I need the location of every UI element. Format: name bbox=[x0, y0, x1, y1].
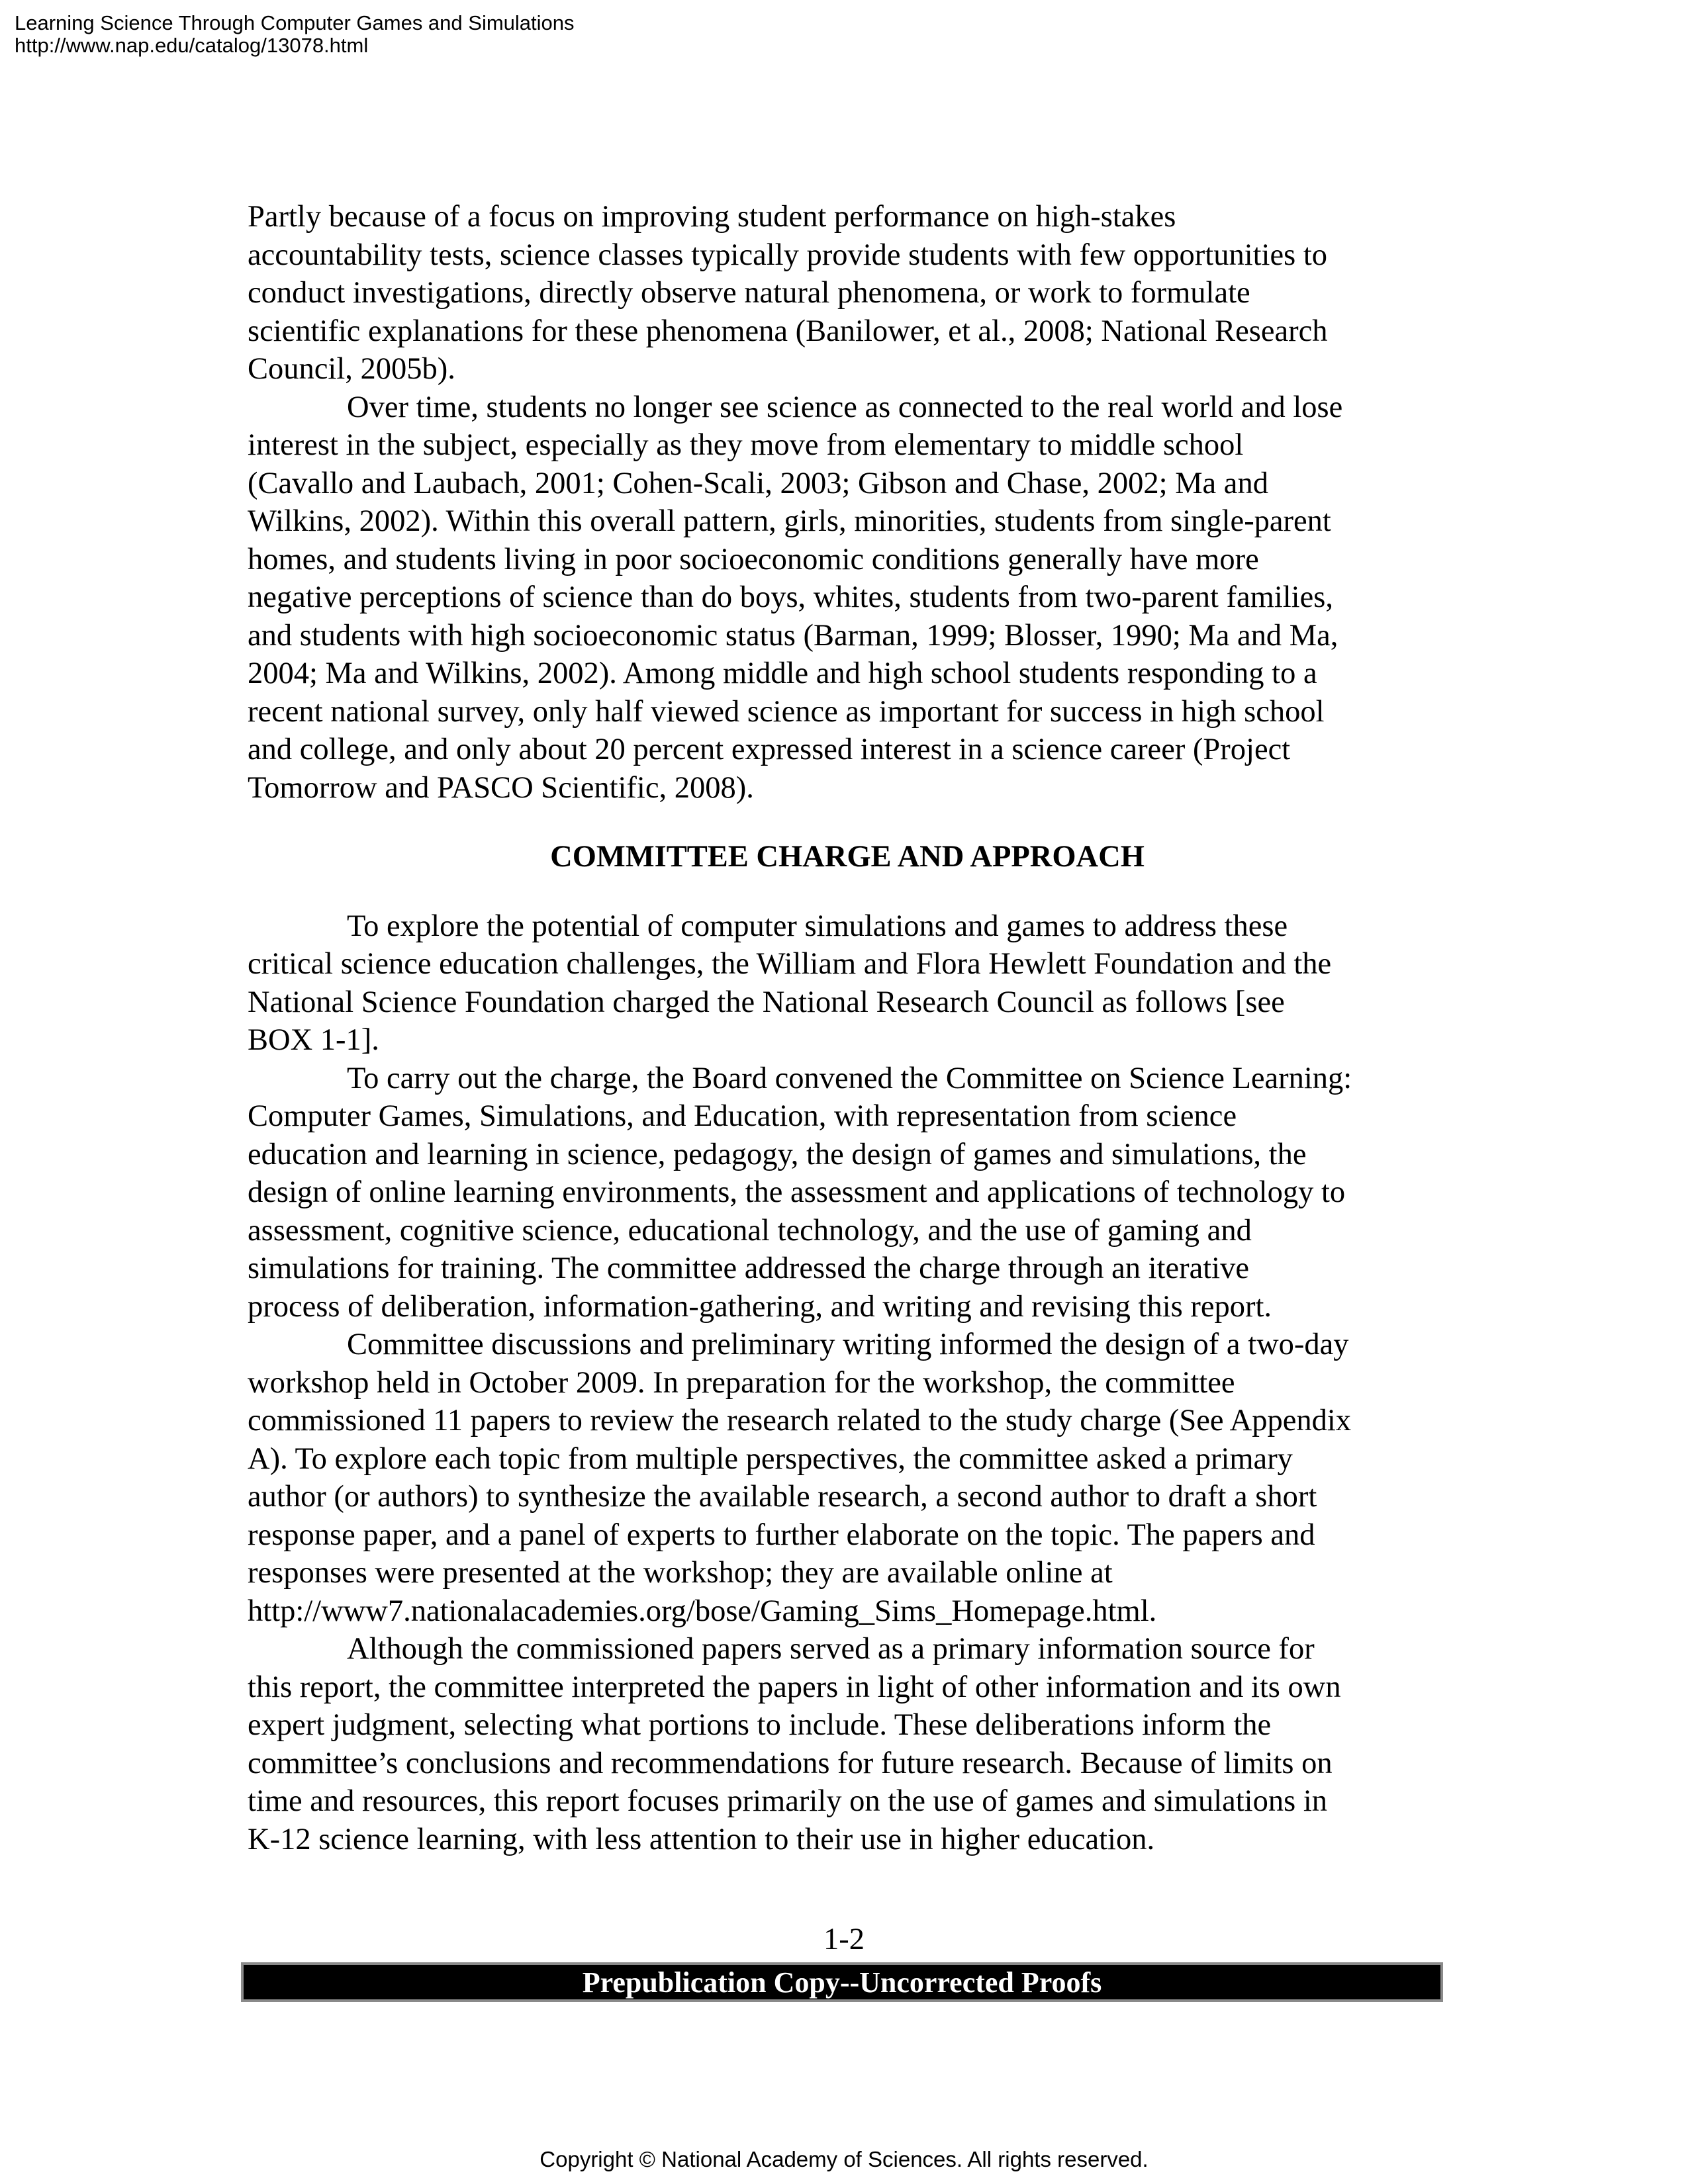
paragraph bbox=[248, 1060, 1447, 1326]
paragraphs-before-heading bbox=[248, 198, 1447, 807]
paragraphs-after-heading bbox=[248, 907, 1447, 1859]
text-line: homes, and students living in poor socioeconomic conditions generally have more bbox=[248, 542, 1259, 576]
text-line: critical science education challenges, the William and Flora Hewlett Foundation and the bbox=[248, 947, 1332, 981]
text-line: and students with high socioeconomic status (Barman, 1999; Blosser, 1990; Ma and Ma, bbox=[248, 618, 1338, 653]
text-line: negative perceptions of science than do boys, whites, students from two-parent families, bbox=[248, 580, 1333, 614]
copyright-notice: Copyright © National Academy of Sciences. All rights reserved. bbox=[539, 2147, 1149, 2171]
running-header bbox=[15, 12, 575, 57]
text-line: education and learning in science, pedagogy, the design of games and simulations, the bbox=[248, 1137, 1307, 1171]
paragraph bbox=[248, 1326, 1447, 1630]
text-line: assessment, cognitive science, educational technology, and the use of gaming and bbox=[248, 1213, 1252, 1248]
text-line: Partly because of a focus on improving student performance on high-stakes bbox=[248, 200, 1176, 234]
text-line: workshop held in October 2009. In preparation for the workshop, the committee bbox=[248, 1365, 1235, 1400]
text-line: response paper, and a panel of experts to further elaborate on the topic. The papers and bbox=[248, 1518, 1315, 1552]
text-line: Although the commissioned papers served as a primary information source for bbox=[347, 1632, 1315, 1666]
paragraph bbox=[248, 388, 1447, 807]
text-line: BOX 1-1]. bbox=[248, 1023, 379, 1057]
page-number: 1-2 bbox=[823, 1923, 865, 1956]
text-line: K-12 science learning, with less attention to their use in higher education. bbox=[248, 1822, 1155, 1856]
text-line: expert judgment, selecting what portions to include. These deliberations inform the bbox=[248, 1708, 1272, 1742]
banner-text: Prepublication Copy--Uncorrected Proofs bbox=[582, 1966, 1102, 1999]
spacer bbox=[248, 807, 1447, 838]
text-line: National Science Foundation charged the National Research Council as follows [see bbox=[248, 985, 1285, 1019]
paragraph bbox=[248, 198, 1447, 388]
text-line: Committee discussions and preliminary writing informed the design of a two-day bbox=[347, 1328, 1349, 1361]
body-text bbox=[248, 198, 1447, 1858]
text-line: time and resources, this report focuses primarily on the use of games and simulations in bbox=[248, 1784, 1327, 1818]
text-line: Tomorrow and PASCO Scientific, 2008). bbox=[248, 770, 754, 805]
text-line: 2004; Ma and Wilkins, 2002). Among middle and high school students responding to a bbox=[248, 657, 1317, 690]
text-line: Council, 2005b). bbox=[248, 352, 455, 386]
text-line: design of online learning environments, the assessment and applications of technology to bbox=[248, 1175, 1346, 1209]
text-line: To carry out the charge, the Board convened the Committee on Science Learning: bbox=[347, 1061, 1352, 1095]
text-line: Over time, students no longer see science as connected to the real world and lose bbox=[347, 390, 1343, 424]
text-line: http://www7.nationalacademies.org/bose/Gaming_Sims_Homepage.html. bbox=[248, 1594, 1157, 1628]
text-line: simulations for training. The committee addressed the charge through an iterative bbox=[248, 1251, 1249, 1285]
text-line: this report, the committee interpreted the papers in light of other information and its own bbox=[248, 1670, 1341, 1704]
text-line: commissioned 11 papers to review the research related to the study charge (See Appendix bbox=[248, 1404, 1352, 1437]
text-line: scientific explanations for these phenomena (Banilower, et al., 2008; National Research bbox=[248, 314, 1328, 348]
text-line: Wilkins, 2002). Within this overall pattern, girls, minorities, students from single-parent bbox=[248, 504, 1331, 538]
text-line: conduct investigations, directly observe natural phenomena, or work to formulate bbox=[248, 276, 1250, 310]
text-line: recent national survey, only half viewed science as important for success in high school bbox=[248, 694, 1325, 729]
text-line: responses were presented at the workshop; they are available online at bbox=[248, 1556, 1113, 1590]
text-line: and college, and only about 20 percent expressed interest in a science career (Project bbox=[248, 733, 1291, 766]
text-line: accountability tests, science classes typically provide students with few opportunities to bbox=[248, 238, 1327, 272]
paragraph bbox=[248, 1630, 1447, 1858]
text-line: author (or authors) to synthesize the available research, a second author to draft a short bbox=[248, 1480, 1317, 1514]
text-line: Computer Games, Simulations, and Education, with representation from science bbox=[248, 1099, 1237, 1133]
text-line: committee’s conclusions and recommendations for future research. Because of limits on bbox=[248, 1746, 1333, 1780]
section-heading: COMMITTEE CHARGE AND APPROACH bbox=[550, 840, 1145, 874]
book-title: Learning Science Through Computer Games and Simulations bbox=[15, 11, 575, 34]
text-line: interest in the subject, especially as they move from elementary to middle school bbox=[248, 428, 1244, 462]
text-line: To explore the potential of computer simulations and games to address these bbox=[347, 909, 1288, 943]
text-line: A). To explore each topic from multiple perspectives, the committee asked a primary bbox=[248, 1441, 1293, 1476]
spacer bbox=[248, 876, 1447, 907]
text-line: (Cavallo and Laubach, 2001; Cohen-Scali, 2003; Gibson and Chase, 2002; Ma and bbox=[248, 466, 1268, 500]
book-url: http://www.nap.edu/catalog/13078.html bbox=[15, 34, 369, 57]
paragraph bbox=[248, 907, 1447, 1060]
prepublication-banner bbox=[241, 1962, 1443, 2002]
text-line: process of deliberation, information-gathering, and writing and revising this report. bbox=[248, 1289, 1272, 1324]
